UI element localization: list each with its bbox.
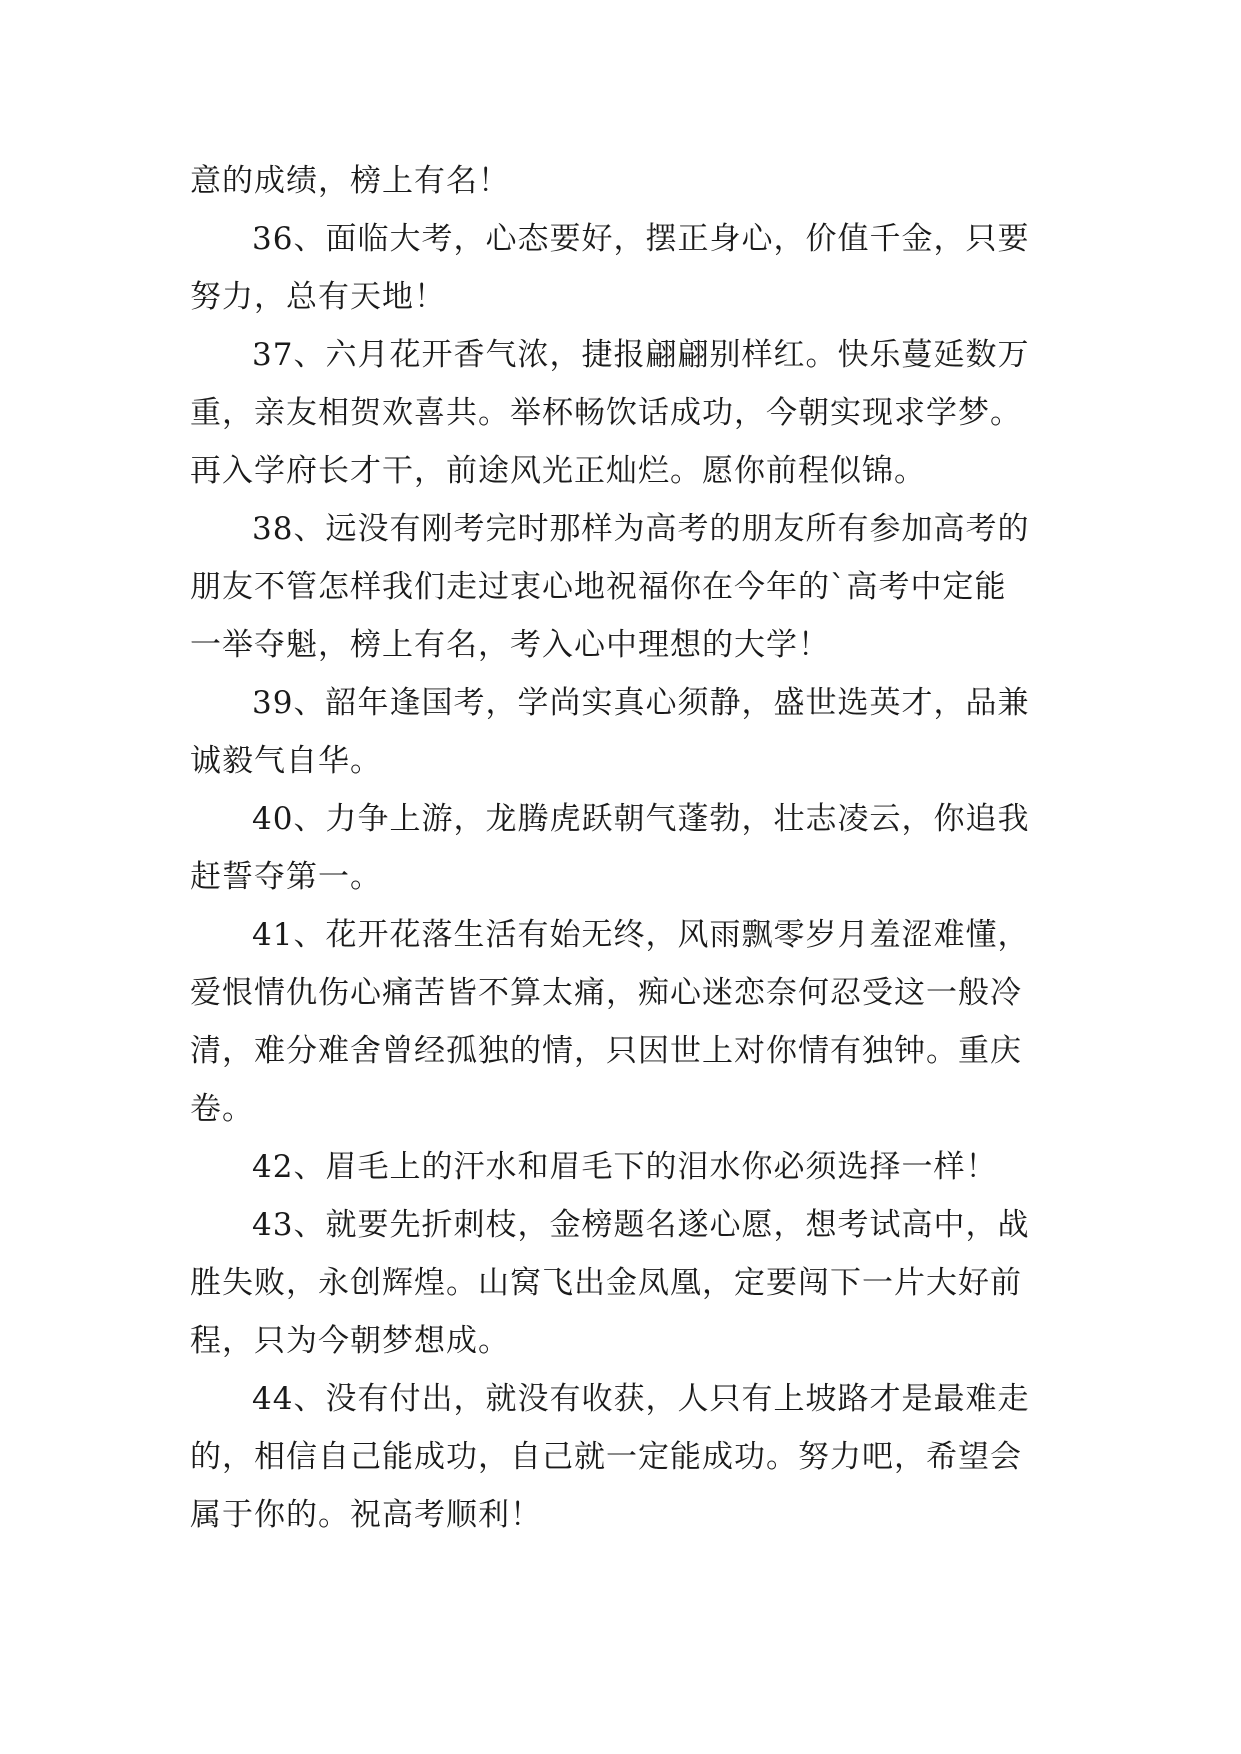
text-line: 意的成绩，榜上有名！ [190,163,510,199]
text-line: 37、六月花开香气浓，捷报翩翩别样红。快乐蔓延数万 [252,337,1030,373]
text-line: 39、韶年逢国考，学尚实真心须静，盛世选英才，品兼 [252,685,1030,721]
text-line: 赶誓夺第一。 [190,859,382,895]
text-line: 44、没有付出，就没有收获，人只有上坡路才是最难走 [252,1381,1030,1417]
paragraph [190,906,1060,1138]
text-line: 程，只为今朝梦想成。 [190,1323,510,1359]
paragraph [190,1370,1060,1544]
text-line: 朋友不管怎样我们走过衷心地祝福你在今年的`高考中定能 [190,569,1007,605]
paragraph [190,500,1060,674]
paragraph [190,152,1060,210]
text-line: 40、力争上游，龙腾虎跃朝气蓬勃，壮志凌云，你追我 [252,801,1030,837]
text-line: 38、远没有刚考完时那样为高考的朋友所有参加高考的 [252,511,1030,547]
text-line: 的，相信自己能成功，自己就一定能成功。努力吧，希望会 [190,1439,1022,1475]
document-page [190,152,1060,1544]
text-line: 卷。 [190,1091,254,1127]
text-line: 诚毅气自华。 [190,743,382,779]
paragraph [190,674,1060,790]
text-line: 36、面临大考，心态要好，摆正身心，价值千金，只要 [252,221,1030,257]
text-line: 一举夺魁，榜上有名，考入心中理想的大学！ [190,627,830,663]
text-line: 42、眉毛上的汗水和眉毛下的泪水你必须选择一样！ [252,1149,998,1185]
text-line: 胜失败，永创辉煌。山窝飞出金凤凰，定要闯下一片大好前 [190,1265,1022,1301]
text-line: 41、花开花落生活有始无终，风雨飘零岁月羞涩难懂， [252,917,1030,953]
paragraph [190,1196,1060,1370]
text-line: 爱恨情仇伤心痛苦皆不算太痛，痴心迷恋奈何忍受这一般冷 [190,975,1022,1011]
text-line: 清，难分难舍曾经孤独的情，只因世上对你情有独钟。重庆 [190,1033,1022,1069]
text-line: 再入学府长才干，前途风光正灿烂。愿你前程似锦。 [190,453,926,489]
paragraph [190,790,1060,906]
paragraph [190,326,1060,500]
text-line: 属于你的。祝高考顺利！ [190,1497,542,1533]
text-line: 重，亲友相贺欢喜共。举杯畅饮话成功，今朝实现求学梦。 [190,395,1022,431]
text-line: 努力，总有天地！ [190,279,446,315]
text-line: 43、就要先折刺枝，金榜题名遂心愿，想考试高中，战 [252,1207,1030,1243]
paragraph [190,1138,1060,1196]
paragraph [190,210,1060,326]
